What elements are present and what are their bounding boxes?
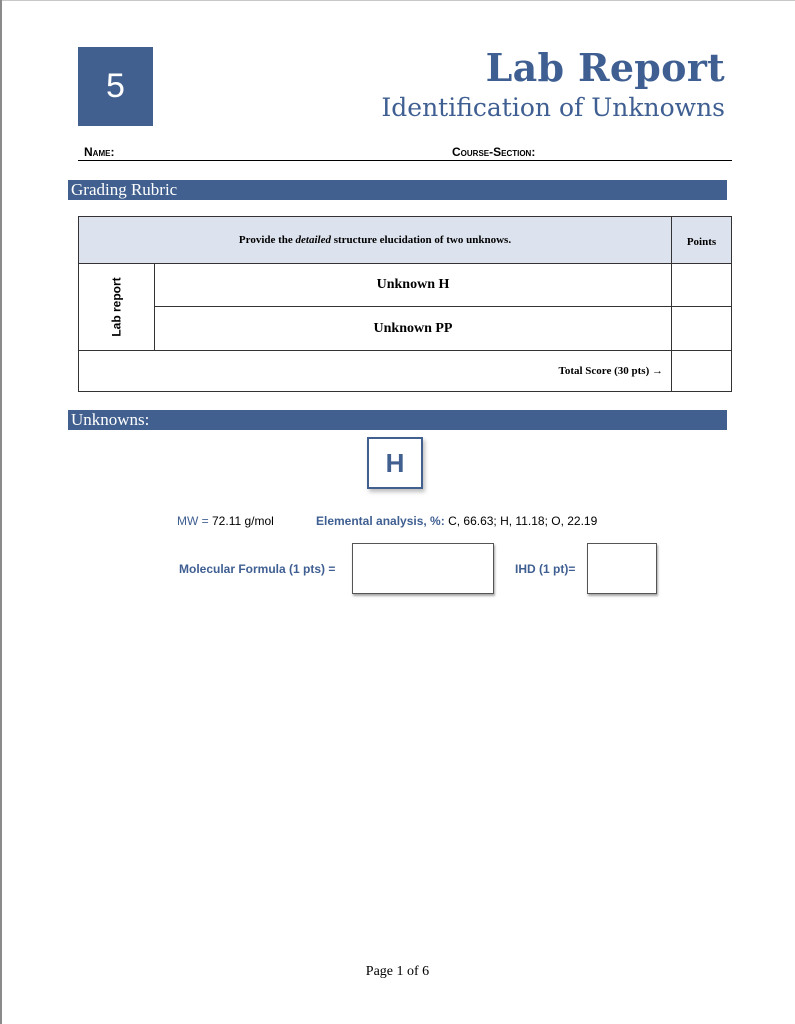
rubric-row-unknown-pp: Unknown PP xyxy=(154,306,672,351)
rubric-instruction-prefix: Provide the xyxy=(238,234,296,246)
rubric-table xyxy=(78,216,732,392)
document-title: Lab Report xyxy=(485,45,725,90)
rubric-instruction-cell xyxy=(78,216,672,264)
elemental-analysis xyxy=(316,514,597,528)
rubric-instruction-emphasis: detailed xyxy=(295,234,331,246)
mw-value: 72.11 g/mol xyxy=(208,514,274,528)
ea-label: Elemental analysis, %: xyxy=(316,514,445,528)
points-column-header: Points xyxy=(671,216,732,264)
mw-label: MW = xyxy=(177,514,209,528)
rubric-instruction-suffix: structure elucidation of two unknows. xyxy=(330,234,512,246)
unknown-id-badge: H xyxy=(367,437,423,489)
grading-rubric-header xyxy=(68,180,727,200)
name-field-label: Name: xyxy=(84,145,115,159)
grading-rubric-title: Grading Rubric xyxy=(71,180,178,199)
ea-value: C, 66.63; H, 11.18; O, 22.19 xyxy=(444,514,598,528)
ihd-label: IHD (1 pt)= xyxy=(515,562,576,576)
total-score-points[interactable] xyxy=(671,350,732,392)
document-subtitle: Identification of Unknowns xyxy=(381,93,725,122)
rubric-row-unknown-h: Unknown H xyxy=(154,263,672,307)
molecular-weight xyxy=(177,514,274,528)
molecular-formula-label: Molecular Formula (1 pts) = xyxy=(179,562,336,576)
rubric-row-unknown-pp-points[interactable] xyxy=(671,306,732,351)
unknowns-title: Unknowns: xyxy=(71,410,150,429)
page-edge-left xyxy=(0,0,2,1024)
lab-report-side-cell xyxy=(78,263,155,351)
name-line xyxy=(78,160,732,161)
page-number: Page 1 of 6 xyxy=(365,964,430,979)
unknowns-header xyxy=(68,410,727,430)
page-edge-top xyxy=(0,0,795,1)
ihd-field[interactable] xyxy=(587,543,657,594)
course-section-field-label: Course-Section: xyxy=(452,145,536,159)
rubric-row-unknown-h-points[interactable] xyxy=(671,263,732,307)
molecular-formula-field[interactable] xyxy=(352,543,494,594)
chapter-number-badge: 5 xyxy=(78,47,153,126)
total-score-label: Total Score (30 pts) → xyxy=(78,350,672,392)
lab-report-side-label: Lab report xyxy=(109,277,124,337)
